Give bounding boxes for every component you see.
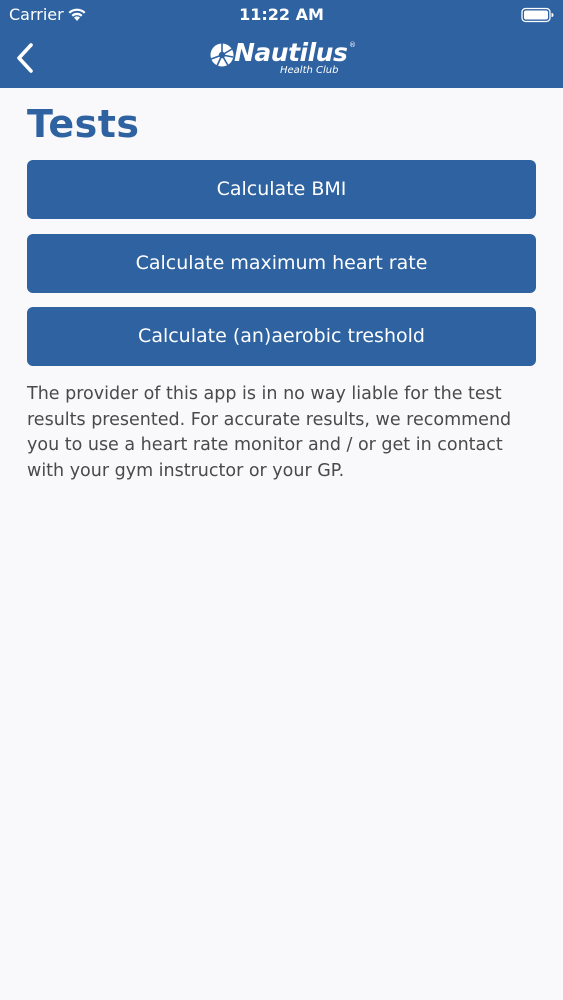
calculate-bmi-button[interactable]: Calculate BMI: [27, 160, 536, 219]
status-bar: [0, 0, 563, 30]
page-title: Tests: [27, 102, 140, 146]
status-time: 11:22 AM: [239, 5, 324, 24]
logo-registered-mark: ®: [349, 41, 356, 49]
back-chevron-icon[interactable]: [12, 40, 40, 76]
logo-wordmark: Nautilus: [234, 38, 348, 67]
calculate-aerobic-threshold-button[interactable]: Calculate (an)aerobic treshold: [27, 307, 536, 366]
logo-tagline: Health Club: [280, 65, 339, 76]
disclaimer-text: The provider of this app is in no way liable for the test results presented. For accurate results, we recommend you to use a heart rate monitor and / or get in contact with your gym instructor or your GP.: [27, 384, 512, 481]
battery-icon: [521, 7, 555, 23]
navigation-bar: [0, 0, 563, 88]
calculate-max-heart-rate-button[interactable]: Calculate maximum heart rate: [27, 234, 536, 293]
nautilus-shell-icon: [208, 41, 236, 69]
carrier-label: Carrier: [9, 5, 64, 24]
nautilus-logo: [206, 38, 358, 82]
